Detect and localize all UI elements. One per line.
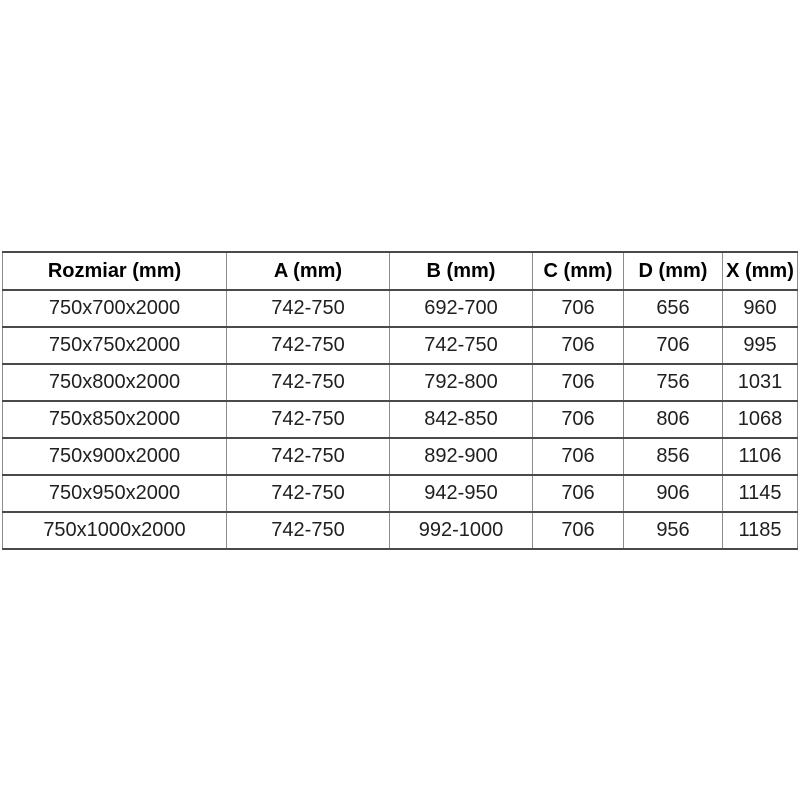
table-cell: 750x950x2000: [3, 475, 227, 512]
table-row: [3, 290, 798, 327]
table-cell: 1031: [723, 364, 798, 401]
table-cell: 742-750: [227, 475, 390, 512]
table-cell: 706: [533, 438, 624, 475]
table-cell: 1106: [723, 438, 798, 475]
dimensions-table: [2, 251, 798, 550]
table-cell: 806: [624, 401, 723, 438]
table-cell: 942-950: [390, 475, 533, 512]
table-cell: 750x750x2000: [3, 327, 227, 364]
table-cell: 656: [624, 290, 723, 327]
table-cell: 706: [533, 327, 624, 364]
table-cell: 706: [533, 475, 624, 512]
table-cell: 960: [723, 290, 798, 327]
table-cell: 756: [624, 364, 723, 401]
table-cell: 856: [624, 438, 723, 475]
table-cell: 742-750: [227, 290, 390, 327]
table-cell: 742-750: [227, 364, 390, 401]
table-cell: 750x800x2000: [3, 364, 227, 401]
table-cell: 842-850: [390, 401, 533, 438]
column-header-a: A (mm): [227, 252, 390, 290]
column-header-x: X (mm): [723, 252, 798, 290]
table-cell: 906: [624, 475, 723, 512]
table-cell: 1145: [723, 475, 798, 512]
table-cell: 706: [624, 327, 723, 364]
table-cell: 742-750: [227, 438, 390, 475]
table-cell: 706: [533, 512, 624, 549]
table-cell: 750x850x2000: [3, 401, 227, 438]
table-cell: 956: [624, 512, 723, 549]
column-header-c: C (mm): [533, 252, 624, 290]
column-header-rozmiar: Rozmiar (mm): [3, 252, 227, 290]
table-cell: 742-750: [227, 401, 390, 438]
table-cell: 750x1000x2000: [3, 512, 227, 549]
table-row: [3, 364, 798, 401]
table-cell: 742-750: [227, 512, 390, 549]
table-cell: 742-750: [227, 327, 390, 364]
table-cell: 892-900: [390, 438, 533, 475]
table-row: [3, 512, 798, 549]
table-row: [3, 401, 798, 438]
table-cell: 995: [723, 327, 798, 364]
header-row: [3, 252, 798, 290]
table-cell: 692-700: [390, 290, 533, 327]
table-cell: 1185: [723, 512, 798, 549]
table-cell: 792-800: [390, 364, 533, 401]
table-cell: 706: [533, 401, 624, 438]
table-cell: 1068: [723, 401, 798, 438]
column-header-d: D (mm): [624, 252, 723, 290]
column-header-b: B (mm): [390, 252, 533, 290]
table-row: [3, 438, 798, 475]
table-cell: 706: [533, 290, 624, 327]
table-row: [3, 327, 798, 364]
table-cell: 742-750: [390, 327, 533, 364]
table-cell: 706: [533, 364, 624, 401]
table-cell: 750x900x2000: [3, 438, 227, 475]
table-cell: 750x700x2000: [3, 290, 227, 327]
table-cell: 992-1000: [390, 512, 533, 549]
table-row: [3, 475, 798, 512]
